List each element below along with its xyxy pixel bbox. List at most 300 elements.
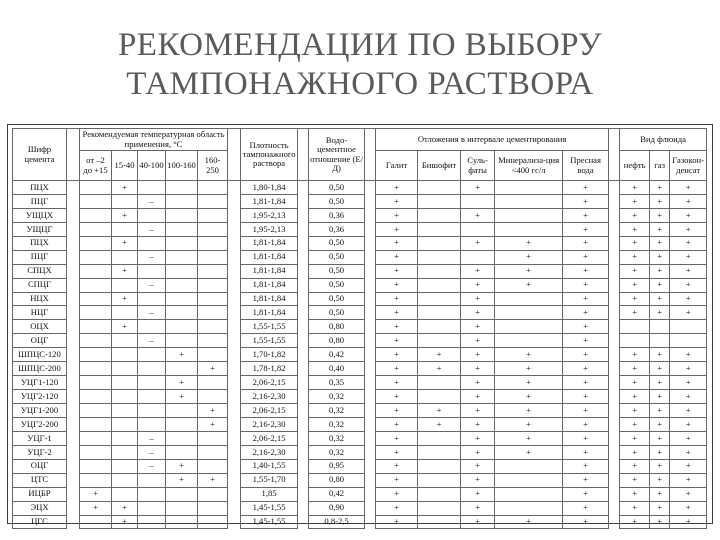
spacer-cell xyxy=(228,222,241,236)
spacer-cell xyxy=(609,445,620,459)
deposit-cell: + xyxy=(495,362,563,376)
spacer-cell xyxy=(67,515,80,529)
spacer-cell xyxy=(609,278,620,292)
spacer-cell xyxy=(609,487,620,501)
deposit-cell: + xyxy=(461,487,495,501)
spacer-cell xyxy=(298,222,309,236)
temp-range-cell xyxy=(198,320,228,334)
wc-ratio-cell: 0,90 xyxy=(309,501,365,515)
wc-ratio-cell: 0,95 xyxy=(309,459,365,473)
deposit-cell xyxy=(418,376,461,390)
temp-range-cell xyxy=(80,334,112,348)
cement-code-cell: СПЦХ xyxy=(13,264,67,278)
header-temp-col: 160-250 xyxy=(198,151,228,181)
temp-range-cell xyxy=(166,306,198,320)
fluid-cell: + xyxy=(620,404,650,418)
temp-range-cell xyxy=(198,306,228,320)
fluid-cell: + xyxy=(650,292,670,306)
temp-range-cell xyxy=(166,417,198,431)
temp-range-cell: + xyxy=(198,417,228,431)
deposit-cell: + xyxy=(461,264,495,278)
spacer-cell xyxy=(609,501,620,515)
density-cell: 1,81-1,84 xyxy=(241,278,298,292)
fluid-cell: + xyxy=(620,473,650,487)
temp-range-cell xyxy=(166,250,198,264)
cement-code-cell: ПЦХ xyxy=(13,236,67,250)
deposit-cell: + xyxy=(376,348,418,362)
density-cell: 2,06-2,15 xyxy=(241,404,298,418)
deposit-cell: + xyxy=(563,278,609,292)
temp-range-cell xyxy=(198,208,228,222)
deposit-cell: + xyxy=(495,445,563,459)
spacer-cell xyxy=(365,334,376,348)
fluid-cell: + xyxy=(670,515,707,529)
spacer-cell xyxy=(67,487,80,501)
deposit-cell xyxy=(495,320,563,334)
deposit-cell: + xyxy=(563,501,609,515)
temp-range-cell xyxy=(80,404,112,418)
header-fluid-col: Газокон-денсат xyxy=(670,151,707,181)
spacer-cell xyxy=(365,376,376,390)
fluid-cell: + xyxy=(650,250,670,264)
cement-code-cell: УЦГ1-200 xyxy=(13,404,67,418)
fluid-cell: + xyxy=(650,222,670,236)
spacer-cell xyxy=(228,376,241,390)
wc-ratio-cell: 0,80 xyxy=(309,320,365,334)
deposit-cell xyxy=(495,334,563,348)
fluid-cell: + xyxy=(620,292,650,306)
fluid-cell xyxy=(670,334,707,348)
temp-range-cell xyxy=(138,473,166,487)
deposit-cell: + xyxy=(376,431,418,445)
table-row xyxy=(13,348,707,362)
deposit-cell: + xyxy=(461,431,495,445)
spacer-cell xyxy=(365,515,376,529)
temp-range-cell: – xyxy=(138,250,166,264)
spacer-cell xyxy=(298,487,309,501)
temp-range-cell xyxy=(80,264,112,278)
fluid-cell: + xyxy=(670,250,707,264)
temp-range-cell: + xyxy=(166,459,198,473)
spacer-cell xyxy=(365,487,376,501)
deposit-cell xyxy=(495,181,563,195)
spacer-cell xyxy=(67,250,80,264)
temp-range-cell xyxy=(112,348,138,362)
spacer-cell xyxy=(298,250,309,264)
temp-range-cell xyxy=(80,376,112,390)
cement-code-cell: ИЦБР xyxy=(13,487,67,501)
spacer-cell xyxy=(298,194,309,208)
spacer-cell xyxy=(228,362,241,376)
temp-range-cell xyxy=(166,208,198,222)
table-row xyxy=(13,404,707,418)
spacer-cell xyxy=(609,306,620,320)
spacer-cell xyxy=(298,320,309,334)
cement-code-cell: СПЦГ xyxy=(13,278,67,292)
density-cell: 2,16-2,30 xyxy=(241,445,298,459)
spacer-cell xyxy=(365,236,376,250)
fluid-cell: + xyxy=(620,278,650,292)
header-temp-col: 15-40 xyxy=(112,151,138,181)
deposit-cell: + xyxy=(563,445,609,459)
fluid-cell: + xyxy=(650,445,670,459)
fluid-cell: + xyxy=(650,473,670,487)
deposit-cell xyxy=(418,473,461,487)
slide-title xyxy=(0,26,720,104)
spacer-cell xyxy=(365,292,376,306)
deposit-cell: + xyxy=(376,236,418,250)
header-temp-col: 100-160 xyxy=(166,151,198,181)
temp-range-cell: – xyxy=(138,222,166,236)
temp-range-cell xyxy=(138,348,166,362)
deposit-cell: + xyxy=(376,334,418,348)
header-spacer xyxy=(228,129,241,181)
spacer-cell xyxy=(228,278,241,292)
table-row xyxy=(13,515,707,529)
deposit-cell: + xyxy=(563,515,609,529)
temp-range-cell xyxy=(112,194,138,208)
deposit-cell xyxy=(418,292,461,306)
spacer-cell xyxy=(67,362,80,376)
temp-range-cell xyxy=(166,445,198,459)
density-cell: 1,80-1,84 xyxy=(241,181,298,195)
temp-range-cell xyxy=(112,390,138,404)
deposit-cell: + xyxy=(563,459,609,473)
fluid-cell: + xyxy=(620,501,650,515)
spacer-cell xyxy=(67,459,80,473)
fluid-cell: + xyxy=(620,515,650,529)
deposit-cell: + xyxy=(376,390,418,404)
spacer-cell xyxy=(298,334,309,348)
deposit-cell xyxy=(461,250,495,264)
table-row xyxy=(13,390,707,404)
spacer-cell xyxy=(67,348,80,362)
header-dev-col: Суль-фаты xyxy=(461,151,495,181)
spacer-cell xyxy=(609,417,620,431)
deposit-cell: + xyxy=(495,264,563,278)
spacer-cell xyxy=(228,473,241,487)
spacer-cell xyxy=(228,459,241,473)
temp-range-cell xyxy=(166,334,198,348)
deposit-cell: + xyxy=(563,417,609,431)
cement-code-cell: УЩЦГ xyxy=(13,222,67,236)
header-dev-col: Минерализа-ция <400 гс/л xyxy=(495,151,563,181)
fluid-cell: + xyxy=(670,459,707,473)
header-dev-col: Галит xyxy=(376,151,418,181)
temp-range-cell: + xyxy=(112,515,138,529)
fluid-cell: + xyxy=(650,278,670,292)
spacer-cell xyxy=(609,376,620,390)
header-spacer xyxy=(365,129,376,181)
temp-range-cell xyxy=(138,264,166,278)
deposit-cell: + xyxy=(495,236,563,250)
wc-ratio-cell: 0,32 xyxy=(309,417,365,431)
temp-range-cell xyxy=(112,306,138,320)
temp-range-cell xyxy=(198,515,228,529)
temp-range-cell: + xyxy=(198,473,228,487)
deposit-cell xyxy=(495,208,563,222)
spacer-cell xyxy=(609,181,620,195)
wc-ratio-cell: 0,32 xyxy=(309,390,365,404)
header-temp-col: 40-100 xyxy=(138,151,166,181)
recommendation-table xyxy=(12,128,707,529)
fluid-cell: + xyxy=(650,501,670,515)
spacer-cell xyxy=(67,278,80,292)
temp-range-cell: + xyxy=(166,473,198,487)
temp-range-cell xyxy=(198,390,228,404)
deposit-cell xyxy=(495,222,563,236)
deposit-cell: + xyxy=(461,362,495,376)
deposit-cell: + xyxy=(563,320,609,334)
temp-range-cell xyxy=(138,501,166,515)
wc-ratio-cell: 0,32 xyxy=(309,404,365,418)
spacer-cell xyxy=(365,473,376,487)
fluid-cell: + xyxy=(670,473,707,487)
wc-ratio-cell: 0,36 xyxy=(309,208,365,222)
temp-range-cell: + xyxy=(198,362,228,376)
spacer-cell xyxy=(609,250,620,264)
spacer-cell xyxy=(228,306,241,320)
temp-range-cell xyxy=(80,320,112,334)
temp-range-cell: + xyxy=(112,320,138,334)
table-row xyxy=(13,320,707,334)
temp-range-cell xyxy=(198,445,228,459)
deposit-cell xyxy=(418,264,461,278)
temp-range-cell xyxy=(112,417,138,431)
fluid-cell: + xyxy=(650,376,670,390)
temp-range-cell xyxy=(112,473,138,487)
temp-range-cell xyxy=(138,208,166,222)
temp-range-cell: – xyxy=(138,306,166,320)
spacer-cell xyxy=(609,390,620,404)
cement-code-cell: УЦГ2-120 xyxy=(13,390,67,404)
temp-range-cell xyxy=(198,194,228,208)
temp-range-cell xyxy=(80,222,112,236)
deposit-cell: + xyxy=(495,348,563,362)
cement-code-cell: ШПЦС-120 xyxy=(13,348,67,362)
spacer-cell xyxy=(228,417,241,431)
fluid-cell: + xyxy=(650,515,670,529)
temp-range-cell xyxy=(198,459,228,473)
fluid-cell: + xyxy=(650,487,670,501)
temp-range-cell xyxy=(166,431,198,445)
title-line-1: РЕКОМЕНДАЦИИ ПО ВЫБОРУ xyxy=(117,27,603,63)
fluid-cell: + xyxy=(620,417,650,431)
table-row xyxy=(13,445,707,459)
temp-range-cell xyxy=(112,362,138,376)
table-row xyxy=(13,417,707,431)
spacer-cell xyxy=(609,362,620,376)
temp-range-cell xyxy=(80,292,112,306)
density-cell: 1,70-1,82 xyxy=(241,348,298,362)
density-cell: 1,78-1,82 xyxy=(241,362,298,376)
fluid-cell: + xyxy=(670,501,707,515)
temp-range-cell: + xyxy=(112,236,138,250)
deposit-cell: + xyxy=(376,250,418,264)
deposit-cell xyxy=(418,390,461,404)
fluid-cell: + xyxy=(650,404,670,418)
spacer-cell xyxy=(67,334,80,348)
header-fluid-col: нефть xyxy=(620,151,650,181)
table-row xyxy=(13,278,707,292)
wc-ratio-cell: 0,80 xyxy=(309,334,365,348)
table-row xyxy=(13,501,707,515)
deposit-cell xyxy=(418,515,461,529)
cement-code-cell: УЩЦХ xyxy=(13,208,67,222)
spacer-cell xyxy=(609,459,620,473)
density-cell: 1,85 xyxy=(241,487,298,501)
spacer-cell xyxy=(67,292,80,306)
fluid-cell: + xyxy=(670,236,707,250)
temp-range-cell xyxy=(198,278,228,292)
wc-ratio-cell: 0,50 xyxy=(309,236,365,250)
header-spacer xyxy=(298,129,309,181)
spacer-cell xyxy=(609,404,620,418)
spacer-cell xyxy=(67,445,80,459)
temp-range-cell xyxy=(112,404,138,418)
density-cell: 1,81-1,84 xyxy=(241,250,298,264)
fluid-cell: + xyxy=(670,292,707,306)
deposit-cell xyxy=(418,208,461,222)
spacer-cell xyxy=(365,264,376,278)
header-spacer xyxy=(67,129,80,181)
deposit-cell xyxy=(418,320,461,334)
temp-range-cell xyxy=(166,320,198,334)
wc-ratio-cell: 0,50 xyxy=(309,278,365,292)
fluid-cell: + xyxy=(620,362,650,376)
fluid-cell: + xyxy=(620,390,650,404)
cement-code-cell: ПЦГ xyxy=(13,250,67,264)
cement-code-cell: НЦГ xyxy=(13,306,67,320)
deposit-cell: + xyxy=(461,417,495,431)
temp-range-cell xyxy=(80,473,112,487)
temp-range-cell xyxy=(138,417,166,431)
cement-code-cell: ПЦГ xyxy=(13,194,67,208)
wc-ratio-cell: 0,80 xyxy=(309,473,365,487)
fluid-cell: + xyxy=(650,390,670,404)
density-cell: 2,06-2,15 xyxy=(241,431,298,445)
deposit-cell: + xyxy=(461,404,495,418)
temp-range-cell xyxy=(198,348,228,362)
deposit-cell xyxy=(461,222,495,236)
deposit-cell: + xyxy=(461,376,495,390)
deposit-cell: + xyxy=(376,181,418,195)
density-cell: 1,55-1,70 xyxy=(241,473,298,487)
fluid-cell xyxy=(620,334,650,348)
spacer-cell xyxy=(228,404,241,418)
temp-range-cell: – xyxy=(138,431,166,445)
density-cell: 1,81-1,84 xyxy=(241,292,298,306)
temp-range-cell xyxy=(80,431,112,445)
fluid-cell: + xyxy=(670,208,707,222)
deposit-cell xyxy=(418,278,461,292)
temp-range-cell xyxy=(166,404,198,418)
deposit-cell: + xyxy=(563,334,609,348)
fluid-cell xyxy=(620,320,650,334)
spacer-cell xyxy=(298,390,309,404)
density-cell: 1,81-1,84 xyxy=(241,236,298,250)
deposit-cell: + xyxy=(418,404,461,418)
wc-ratio-cell: 0,32 xyxy=(309,431,365,445)
header-spacer xyxy=(609,129,620,181)
spacer-cell xyxy=(298,292,309,306)
deposit-cell xyxy=(418,250,461,264)
deposit-cell xyxy=(495,194,563,208)
temp-range-cell: + xyxy=(198,404,228,418)
deposit-cell: + xyxy=(376,417,418,431)
spacer-cell xyxy=(298,459,309,473)
deposit-cell xyxy=(495,501,563,515)
wc-ratio-cell: 0,32 xyxy=(309,445,365,459)
spacer-cell xyxy=(67,208,80,222)
temp-range-cell xyxy=(80,459,112,473)
temp-range-cell: + xyxy=(166,376,198,390)
deposit-cell: + xyxy=(376,376,418,390)
spacer-cell xyxy=(228,515,241,529)
deposit-cell: + xyxy=(563,376,609,390)
wc-ratio-cell: 0,50 xyxy=(309,292,365,306)
table-row xyxy=(13,264,707,278)
deposit-cell: + xyxy=(563,194,609,208)
fluid-cell: + xyxy=(650,236,670,250)
fluid-cell: + xyxy=(620,348,650,362)
fluid-cell: + xyxy=(670,445,707,459)
fluid-cell: + xyxy=(620,250,650,264)
temp-range-cell xyxy=(166,515,198,529)
fluid-cell: + xyxy=(670,222,707,236)
fluid-cell: + xyxy=(670,404,707,418)
temp-range-cell xyxy=(138,181,166,195)
fluid-cell: + xyxy=(620,487,650,501)
temp-range-cell xyxy=(80,236,112,250)
spacer-cell xyxy=(228,501,241,515)
spacer-cell xyxy=(67,431,80,445)
temp-range-cell xyxy=(138,487,166,501)
deposit-cell: + xyxy=(418,348,461,362)
spacer-cell xyxy=(609,236,620,250)
temp-range-cell xyxy=(112,459,138,473)
density-cell: 2,16-2,30 xyxy=(241,390,298,404)
temp-range-cell xyxy=(166,236,198,250)
header-temp-group: Рекомендуемая температурная область применения, °С xyxy=(80,129,228,151)
spacer-cell xyxy=(228,431,241,445)
temp-range-cell xyxy=(80,348,112,362)
temp-range-cell xyxy=(198,250,228,264)
deposit-cell xyxy=(418,501,461,515)
deposit-cell: + xyxy=(495,404,563,418)
spacer-cell xyxy=(609,334,620,348)
fluid-cell: + xyxy=(670,362,707,376)
fluid-cell: + xyxy=(670,376,707,390)
spacer-cell xyxy=(67,181,80,195)
temp-range-cell xyxy=(138,515,166,529)
cement-code-cell: УЦГ2-200 xyxy=(13,417,67,431)
spacer-cell xyxy=(609,264,620,278)
spacer-cell xyxy=(298,376,309,390)
deposit-cell: + xyxy=(563,222,609,236)
fluid-cell: + xyxy=(650,194,670,208)
fluid-cell: + xyxy=(620,222,650,236)
deposit-cell: + xyxy=(376,292,418,306)
temp-range-cell xyxy=(166,264,198,278)
wc-ratio-cell: 0,40 xyxy=(309,362,365,376)
spacer-cell xyxy=(67,473,80,487)
spacer-cell xyxy=(67,236,80,250)
density-cell: 1,45-1,55 xyxy=(241,515,298,529)
deposit-cell: + xyxy=(495,278,563,292)
deposit-cell: + xyxy=(376,306,418,320)
deposit-cell xyxy=(418,306,461,320)
